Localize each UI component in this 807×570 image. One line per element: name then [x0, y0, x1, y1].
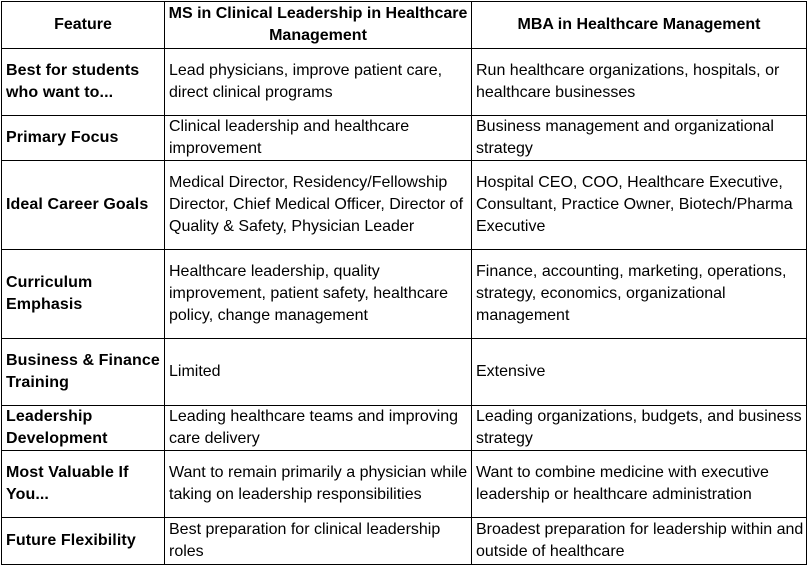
mba-cell: Run healthcare organizations, hospitals, or healthcare businesses [472, 49, 807, 116]
mba-cell: Business management and organizational strategy [472, 116, 807, 161]
feature-cell: Future Flexibility [2, 518, 165, 565]
mba-cell: Leading organizations, budgets, and business strategy [472, 406, 807, 451]
header-feature: Feature [2, 2, 165, 49]
header-mba-healthcare: MBA in Healthcare Management [472, 2, 807, 49]
table-row [2, 339, 807, 406]
comparison-table [1, 1, 807, 565]
mba-cell: Broadest preparation for leadership within and outside of healthcare [472, 518, 807, 565]
feature-cell: Leadership Development [2, 406, 165, 451]
table-row [2, 49, 807, 116]
ms-cell: Medical Director, Residency/Fellowship Director, Chief Medical Officer, Director of Quality & Safety, Physician Leader [165, 161, 472, 250]
mba-cell: Extensive [472, 339, 807, 406]
ms-cell: Clinical leadership and healthcare improvement [165, 116, 472, 161]
feature-cell: Most Valuable If You... [2, 451, 165, 518]
feature-cell: Primary Focus [2, 116, 165, 161]
mba-cell: Finance, accounting, marketing, operations, strategy, economics, organizational management [472, 250, 807, 339]
feature-cell: Curriculum Emphasis [2, 250, 165, 339]
table-header-row [2, 2, 807, 49]
feature-cell: Business & Finance Training [2, 339, 165, 406]
ms-cell: Lead physicians, improve patient care, direct clinical programs [165, 49, 472, 116]
table-row [2, 250, 807, 339]
table-row [2, 518, 807, 565]
ms-cell: Best preparation for clinical leadership roles [165, 518, 472, 565]
ms-cell: Limited [165, 339, 472, 406]
mba-cell: Hospital CEO, COO, Healthcare Executive, Consultant, Practice Owner, Biotech/Pharma Executive [472, 161, 807, 250]
header-ms-clinical-leadership: MS in Clinical Leadership in Healthcare Management [165, 2, 472, 49]
table-row [2, 451, 807, 518]
ms-cell: Leading healthcare teams and improving care delivery [165, 406, 472, 451]
ms-cell: Want to remain primarily a physician while taking on leadership responsibilities [165, 451, 472, 518]
mba-cell: Want to combine medicine with executive leadership or healthcare administration [472, 451, 807, 518]
table-row [2, 116, 807, 161]
feature-cell: Best for students who want to... [2, 49, 165, 116]
table-row [2, 161, 807, 250]
table-row [2, 406, 807, 451]
feature-cell: Ideal Career Goals [2, 161, 165, 250]
ms-cell: Healthcare leadership, quality improvement, patient safety, healthcare policy, change management [165, 250, 472, 339]
